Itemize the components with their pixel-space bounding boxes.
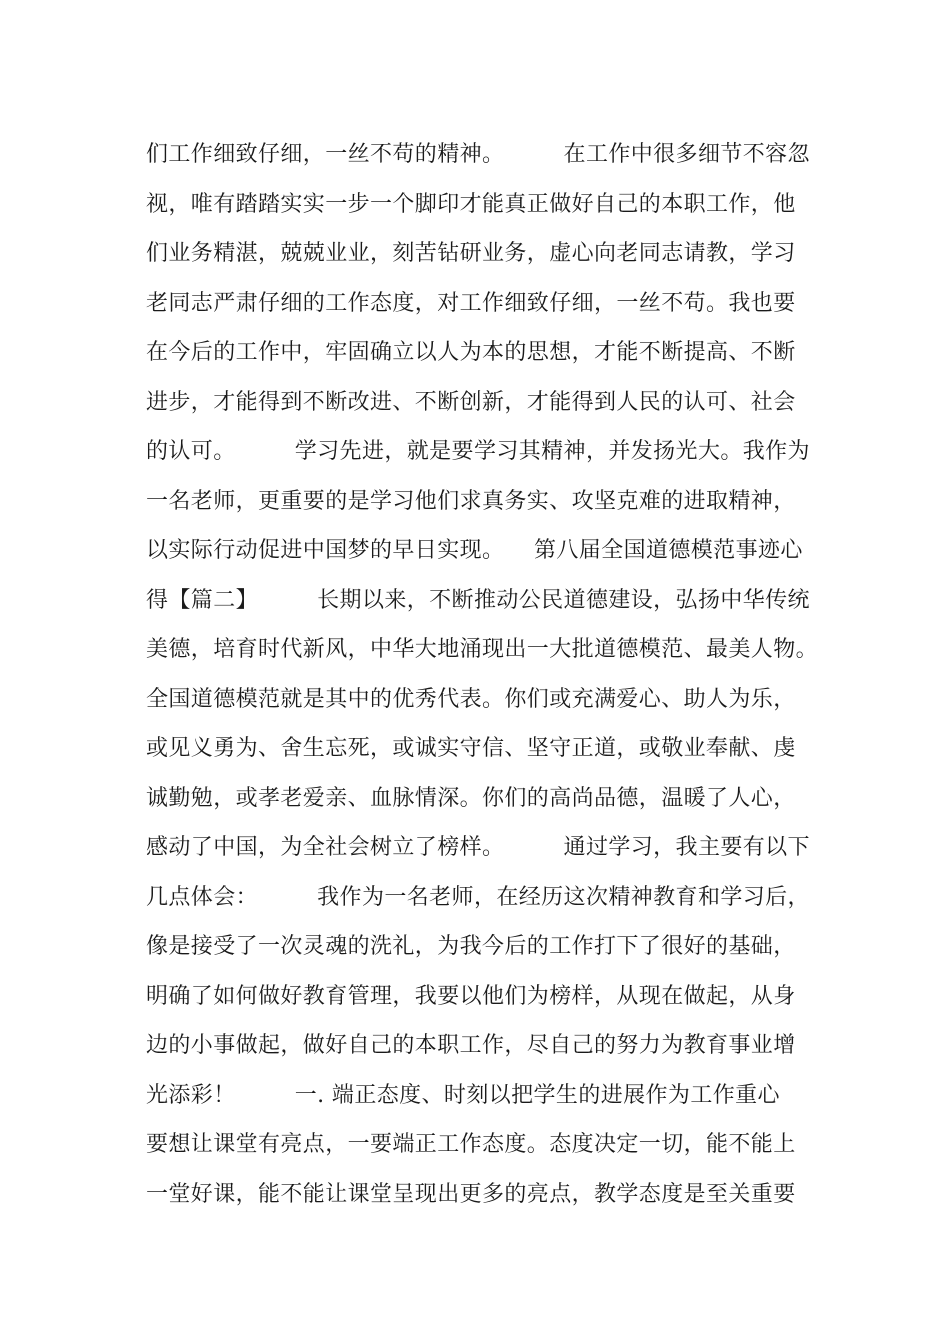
- text-line: 老同志严肃仔细的工作态度，对工作细致仔细，一丝不苟。我也要: [146, 290, 796, 316]
- text-line: 全国道德模范就是其中的优秀代表。你们或充满爱心、助人为乐，: [146, 686, 796, 712]
- text-line: 视，唯有踏踏实实一步一个脚印才能真正做好自己的本职工作，他: [146, 191, 796, 217]
- text-line: 一堂好课，能不能让课堂呈现出更多的亮点，教学态度是至关重要: [146, 1181, 796, 1207]
- text-line: 边的小事做起，做好自己的本职工作，尽自己的努力为教育事业增: [146, 1033, 796, 1058]
- text-line: 们业务精湛，兢兢业业，刻苦钻研业务，虚心向老同志请教，学习: [146, 241, 796, 266]
- text-line: 光添彩！ 一. 端正态度、时刻以把学生的进展作为工作重心: [146, 1082, 780, 1108]
- text-line: 们工作细致仔细，一丝不苟的精神。 在工作中很多细节不容忽: [146, 142, 810, 167]
- text-line: 明确了如何做好教育管理，我要以他们为榜样，从现在做起，从身: [146, 983, 796, 1009]
- text-line: 像是接受了一次灵魂的洗礼，为我今后的工作打下了很好的基础，: [146, 934, 796, 959]
- text-line: 感动了中国，为全社会树立了榜样。 通过学习，我主要有以下: [146, 835, 810, 860]
- body-text: [146, 130, 846, 1219]
- text-line: 几点体会： 我作为一名老师，在经历这次精神教育和学习后，: [146, 884, 810, 910]
- text-line: 一名老师，更重要的是学习他们求真务实、攻坚克难的进取精神，: [146, 488, 796, 514]
- text-line: 诚勤勉，或孝老爱亲、血脉情深。你们的高尚品德，温暖了人心，: [146, 785, 796, 811]
- text-line: 要想让课堂有亮点，一要端正工作态度。态度决定一切，能不能上: [146, 1132, 796, 1157]
- text-line: 以实际行动促进中国梦的早日实现。 第八届全国道德模范事迹心: [146, 538, 803, 563]
- text-line: 进步，才能得到不断改进、不断创新，才能得到人民的认可、社会: [146, 389, 796, 415]
- text-line: 在今后的工作中，牢固确立以人为本的思想，才能不断提高、不断: [146, 340, 796, 365]
- text-line: 美德，培育时代新风，中华大地涌现出一大批道德模范、最美人物。: [146, 637, 819, 662]
- text-line: 或见义勇为、舍生忘死，或诚实守信、坚守正道，或敬业奉献、虔: [146, 736, 796, 761]
- text-line: 得【篇二】 长期以来，不断推动公民道德建设，弘扬中华传统: [146, 587, 810, 613]
- text-line: 的认可。 学习先进，就是要学习其精神，并发扬光大。我作为: [146, 439, 810, 464]
